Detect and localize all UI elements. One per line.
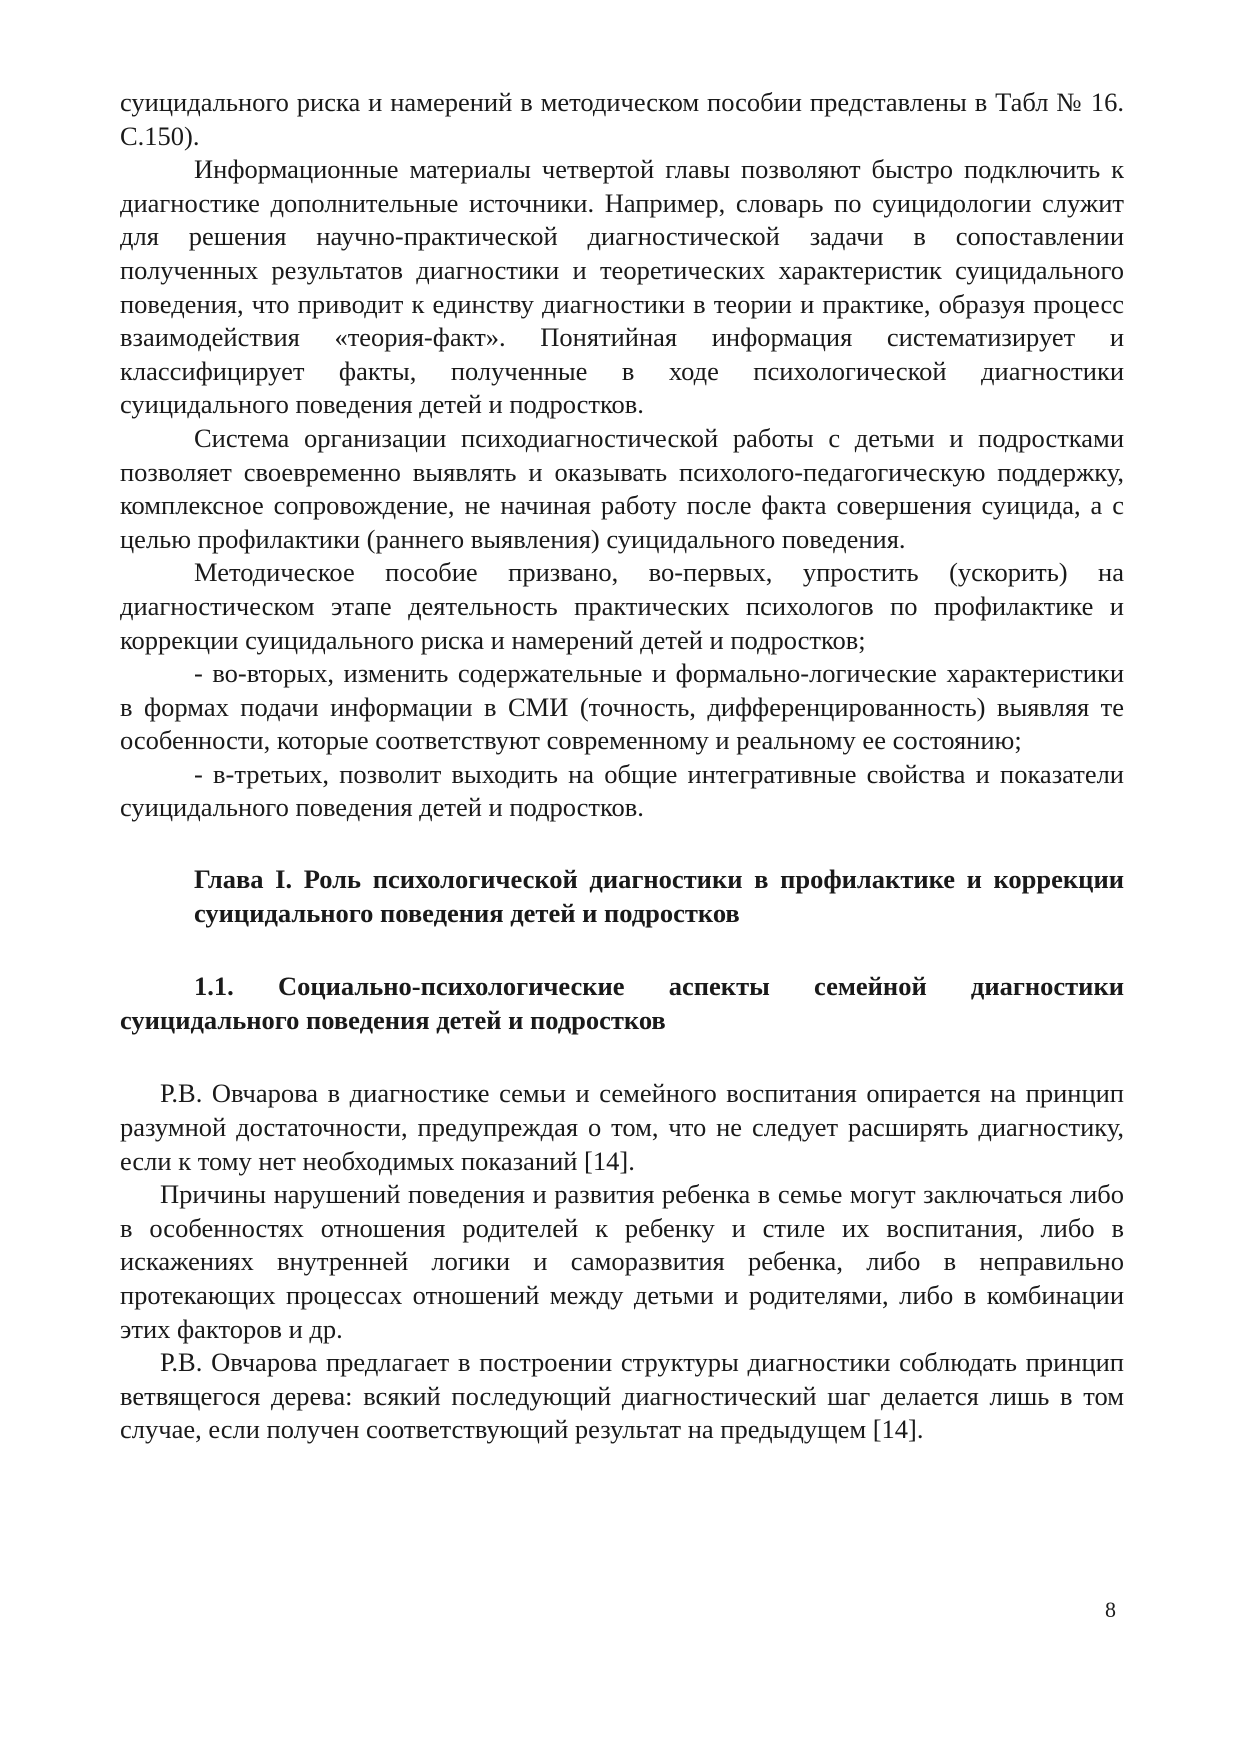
chapter-heading: Глава I. Роль психологической диагностики в профилактике и коррекции суицидального поведения детей и подростков (194, 864, 1124, 928)
paragraph-table-reference: суицидального риска и намерений в методическом пособии представлены в Табл № 16. С.150). (120, 87, 1124, 151)
paragraph-manual-purpose: Методическое пособие призвано, во-первых, упростить (ускорить) на диагностическом этапе деятельность практических психологов по профилактике и коррекции суицидального риска и намерений детей и подростков; (120, 557, 1124, 655)
section-heading: 1.1. Социально-психологические аспекты семейной диагностики суицидального поведения детей и подростков (120, 971, 1124, 1035)
paragraph-secondly: - во-вторых, изменить содержательные и формально-логические характеристики в формах подачи информации в СМИ (точность, дифференцированность) выявляя те особенности, которые соответствуют современному и реальному ее состоянию; (120, 658, 1124, 756)
paragraph-branching-tree: Р.В. Овчарова предлагает в построении структуры диагностики соблюдать принцип ветвящегося дерева: всякий последующий диагностический шаг делается лишь в том случае, если получен соответствующий результат на предыдущем [14]. (120, 1347, 1124, 1445)
paragraph-behavior-causes: Причины нарушений поведения и развития ребенка в семье могут заключаться либо в особенностях отношения родителей к ребенку и стиле их воспитания, либо в искажениях внутренней логики и саморазвития ребенка, либо в неправильно протекающих процессах отношений между детьми и родителями, либо в комбинации этих факторов и др. (120, 1179, 1124, 1344)
paragraph-thirdly: - в-третьих, позволит выходить на общие интегративные свойства и показатели суицидального поведения детей и подростков. (120, 758, 1124, 823)
paragraph-diagnostic-system: Система организации психодиагностической работы с детьми и подростками позволяет своевременно выявлять и оказывать психолого-педагогическую поддержку, комплексное сопровождение, не начиная работу после факта совершения суицида, а с целью профилактики (раннего выявления) суицидального поведения. (120, 422, 1124, 554)
page-number: 8 (1105, 1597, 1116, 1622)
page-content (120, 86, 1124, 1447)
paragraph-information-materials: Информационные материалы четвертой главы позволяют быстро подключить к диагностике дополнительные источники. Например, словарь по суицидологии служит для решения научно-практической диагностической задачи в сопоставлении полученных результатов диагностики и теоретических характеристик суицидального поведения, что приводит к единству диагностики в теории и практике, образуя процесс взаимодействия «теория-факт». Понятийная информация систематизирует и классифицирует факты, полученные в ходе психологической диагностики суицидального поведения детей и подростков. (120, 154, 1124, 420)
paragraph-ovcharova-principle: Р.В. Овчарова в диагностике семьи и семейного воспитания опирается на принцип разумной достаточности, предупреждая о том, что не следует расширять диагностику, если к тому нет необходимых показаний [14]. (120, 1078, 1124, 1176)
